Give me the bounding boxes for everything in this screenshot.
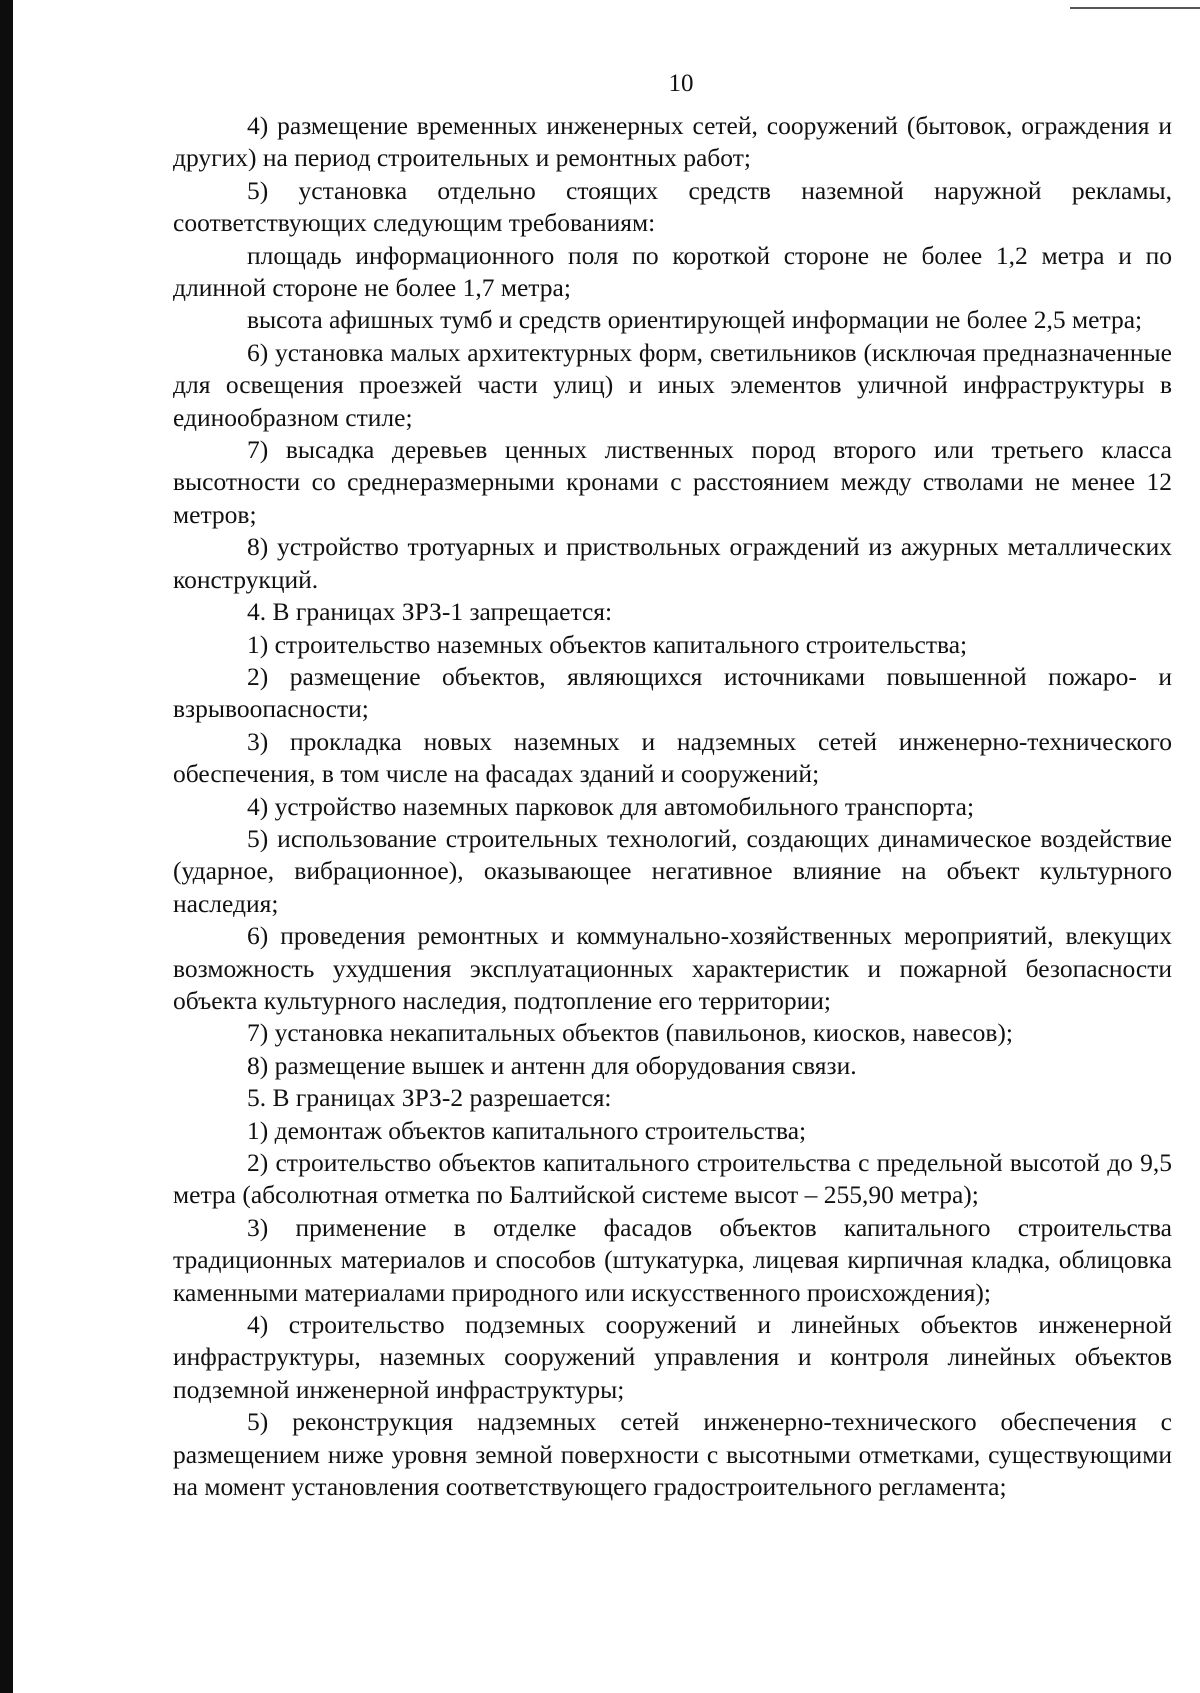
paragraph: 2) строительство объектов капитального строительства с предельной высотой до 9,5 метра (абсолютная отметка по Балтийской системе высот – 255,90 метра); bbox=[173, 1148, 1172, 1210]
paragraph: 3) прокладка новых наземных и надземных сетей инженерно-технического обеспечения, в том числе на фасадах зданий и сооружений; bbox=[173, 726, 1172, 789]
paragraph: 6) установка малых архитектурных форм, светильников (исключая предназначенные для освещения проезжей части улиц) и иных элементов уличной инфраструктуры в единообразном стиле; bbox=[173, 337, 1172, 432]
document-body bbox=[173, 110, 1172, 1503]
top-edge-rule bbox=[1070, 7, 1200, 9]
paragraph: высота афишных тумб и средств ориентирующей информации не более 2,5 метра; bbox=[247, 305, 1143, 335]
paragraph: 5) реконструкция надземных сетей инженерно-технического обеспечения с размещением ниже уровня земной поверхности с высотными отметками, существующими на момент установления соответствующего градостроительного регламента; bbox=[173, 1407, 1172, 1502]
paragraph: 3) применение в отделке фасадов объектов капитального строительства традиционных материалов и способов (штукатурка, лицевая кирпичная кладка, облицовка каменными материалами природного или искусственного происхождения); bbox=[173, 1212, 1172, 1307]
paragraph: площадь информационного поля по короткой стороне не более 1,2 метра и по длинной стороне не более 1,7 метра; bbox=[173, 240, 1172, 303]
paragraph: 2) размещение объектов, являющихся источниками повышенной пожаро- и взрывоопасности; bbox=[173, 661, 1172, 724]
paragraph: 5) установка отдельно стоящих средств наземной наружной рекламы, соответствующих следующим требованиям: bbox=[173, 175, 1172, 238]
paragraph: 5) использование строительных технологий, создающих динамическое воздействие (ударное, вибрационное), оказывающее негативное влияние на объект культурного наследия; bbox=[173, 823, 1172, 918]
paragraph: 1) строительство наземных объектов капитального строительства; bbox=[247, 629, 968, 659]
section-heading: 5. В границах ЗРЗ-2 разрешается: bbox=[247, 1083, 612, 1113]
scan-edge-shadow bbox=[0, 0, 13, 1693]
paragraph: 4) размещение временных инженерных сетей, сооружений (бытовок, ограждения и других) на период строительных и ремонтных работ; bbox=[173, 111, 1172, 173]
paragraph: 7) установка некапитальных объектов (павильонов, киосков, навесов); bbox=[247, 1018, 1014, 1048]
paragraph: 8) устройство тротуарных и приствольных ограждений из ажурных металлических конструкций. bbox=[173, 532, 1172, 594]
paragraph: 4) строительство подземных сооружений и линейных объектов инженерной инфраструктуры, наземных сооружений управления и контроля линейных объектов подземной инженерной инфраструктуры; bbox=[173, 1310, 1172, 1404]
section-heading: 4. В границах ЗРЗ-1 запрещается: bbox=[247, 597, 613, 627]
page-number: 10 bbox=[668, 70, 694, 97]
paragraph: 7) высадка деревьев ценных лиственных пород второго или третьего класса высотности со среднеразмерными кронами с расстоянием между стволами не менее 12 метров; bbox=[173, 435, 1172, 529]
paragraph: 6) проведения ремонтных и коммунально-хозяйственных мероприятий, влекущих возможность ухудшения эксплуатационных характеристик и пожарной безопасности объекта культурного наследия, подтопление его территории; bbox=[173, 921, 1172, 1015]
paragraph: 4) устройство наземных парковок для автомобильного транспорта; bbox=[247, 791, 975, 821]
paragraph: 1) демонтаж объектов капитального строительства; bbox=[247, 1115, 807, 1145]
paragraph: 8) размещение вышек и антенн для оборудования связи. bbox=[247, 1050, 857, 1080]
